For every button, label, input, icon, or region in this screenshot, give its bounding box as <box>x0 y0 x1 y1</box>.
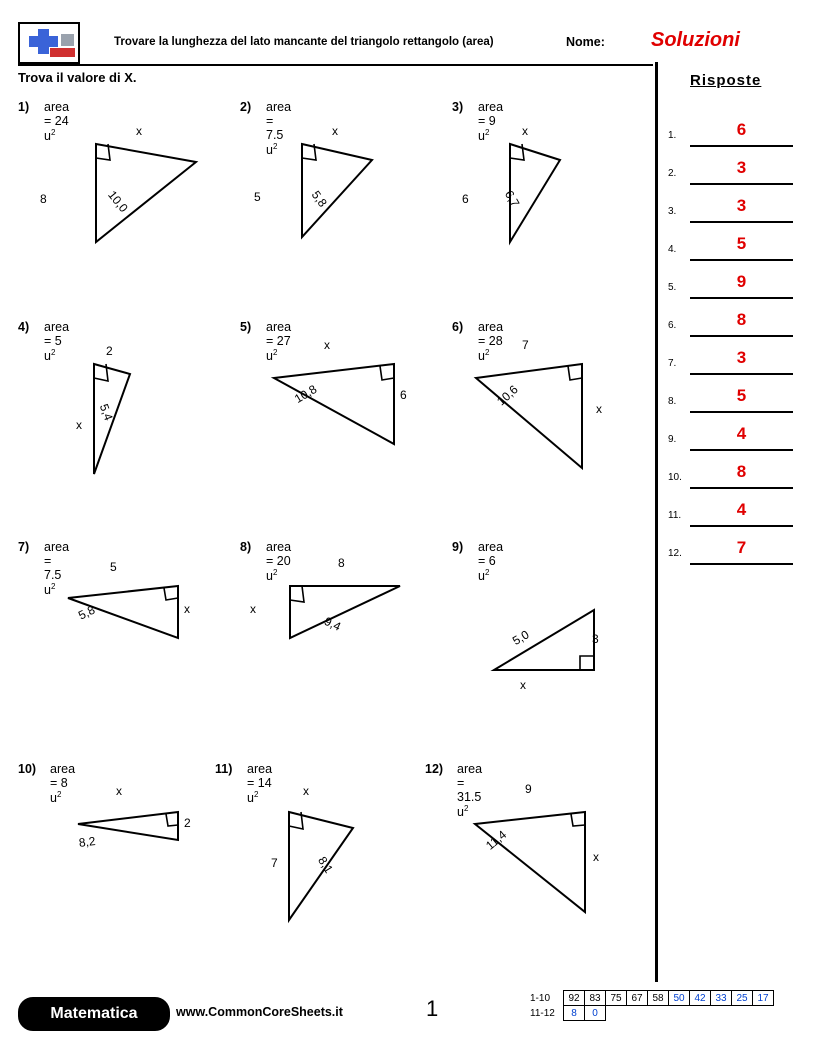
triangle-8 <box>264 572 444 682</box>
answer-value: 9 <box>736 272 747 291</box>
answer-line <box>690 411 793 413</box>
scale-cell: 50 <box>669 991 690 1006</box>
scale-cell: 58 <box>648 991 669 1006</box>
triangle-1 <box>58 132 218 262</box>
scale-cell: 17 <box>753 991 774 1006</box>
answer-value: 7 <box>736 538 747 557</box>
answer-key-label: Soluzioni <box>651 29 740 51</box>
brand-badge <box>18 997 170 1031</box>
answer-row <box>668 422 793 456</box>
answer-row <box>668 194 793 228</box>
answer-value: 4 <box>736 424 747 443</box>
answer-line <box>690 183 793 185</box>
scale-cell-empty <box>606 1006 774 1021</box>
triangle-7 <box>42 572 222 682</box>
grading-scale-table <box>530 990 774 1021</box>
answer-line <box>690 563 793 565</box>
answer-row <box>668 270 793 304</box>
answer-number: 5. <box>668 282 677 293</box>
logo-icon <box>18 22 80 64</box>
answer-value: 3 <box>736 158 747 177</box>
triangle-12 <box>455 798 635 928</box>
answer-row <box>668 460 793 494</box>
name-label: Nome: <box>566 35 605 49</box>
answer-line <box>690 297 793 299</box>
answer-value: 6 <box>736 120 747 139</box>
triangle-5 <box>264 352 444 482</box>
answer-line <box>690 525 793 527</box>
answer-number: 1. <box>668 130 677 141</box>
answer-number: 11. <box>668 510 682 521</box>
answer-value: 3 <box>736 196 747 215</box>
answer-line <box>690 145 793 147</box>
answer-value: 5 <box>736 386 747 405</box>
answer-row <box>668 536 793 570</box>
scale-cell: 83 <box>585 991 606 1006</box>
answer-value: 5 <box>736 234 747 253</box>
scale-cell: 75 <box>606 991 627 1006</box>
triangle-10 <box>42 798 222 888</box>
answer-row <box>668 156 793 190</box>
scale-cell: 33 <box>711 991 732 1006</box>
answer-row <box>668 118 793 152</box>
answer-line <box>690 449 793 451</box>
answer-number: 3. <box>668 206 677 217</box>
brand-label: Matematica <box>50 1005 138 1022</box>
table-row <box>530 1006 774 1021</box>
answer-number: 2. <box>668 168 677 179</box>
triangle-4 <box>58 352 218 502</box>
page-number: 1 <box>426 996 439 1021</box>
triangle-2 <box>270 132 430 262</box>
answer-value: 8 <box>736 310 747 329</box>
scale-cell: 67 <box>627 991 648 1006</box>
answer-number: 9. <box>668 434 677 445</box>
triangle-11 <box>255 798 435 938</box>
instruction-text: Trova il valore di X. <box>18 70 137 85</box>
answer-row <box>668 384 793 418</box>
triangle-6 <box>466 352 646 492</box>
answer-number: 7. <box>668 358 677 369</box>
worksheet-page: Trovare la lunghezza del lato mancante del triangolo rettangolo (area) Nome: Soluzioni Trova il valore di X. Risposte 1. 6 2. 3 3. 3 4. 5 5. 9 6. 8 7. 3 8. 5 9. 4 10. 8 11. 4 12. 7 1) area = 24 $u^2$ x 8 10,0 2) area = 7.5 $u^2$ x 5 5,8 3) area = 9 $u^2$ x 6 6,7 4) area = 5 $u^2$ 2 x 5,4 5) area = 27 $u^2$ x 6 10,8 6) area = 28 $u^2$ 7 x 10,6 7) area = 7.5 $u^2$ 5 x 5,8 8) area = 20 $u^2$ 8 x 9,4 9) area = 6 $u^2$ 3 x 5,0 10) area = 8 $u^2$ x 2 8,2 11) area = 14 $u^2$ x 7 8,1 12) area = 31.5 $u^2$ 9 x 11,4 Matematica www.CommonCoreSheets.it 1 1-10 92 83 75 67 58 50 42 33 25 17 11-12 8 0 <box>0 0 816 1056</box>
scale-cell: 25 <box>732 991 753 1006</box>
scale-row1-label: 1-10 <box>530 992 551 1004</box>
triangle-9 <box>476 580 656 710</box>
answer-row <box>668 346 793 380</box>
answer-number: 8. <box>668 396 677 407</box>
answers-heading: Risposte <box>690 72 762 89</box>
site-url: www.CommonCoreSheets.it <box>176 1005 343 1019</box>
answer-value: 8 <box>736 462 747 481</box>
answer-row <box>668 498 793 532</box>
answer-number: 4. <box>668 244 677 255</box>
answer-line <box>690 259 793 261</box>
scale-row2-label: 11-12 <box>530 1007 555 1019</box>
answer-number: 6. <box>668 320 677 331</box>
answer-number: 10. <box>668 472 682 483</box>
answer-line <box>690 373 793 375</box>
answer-number: 12. <box>668 548 682 559</box>
answer-line <box>690 221 793 223</box>
scale-cell: 42 <box>690 991 711 1006</box>
answer-row <box>668 308 793 342</box>
answer-line <box>690 487 793 489</box>
grading-scale <box>530 990 774 1021</box>
answer-value: 4 <box>736 500 747 519</box>
table-row <box>530 991 774 1006</box>
answer-line <box>690 335 793 337</box>
page-header <box>18 22 798 62</box>
header-divider <box>18 64 653 66</box>
worksheet-title: Trovare la lunghezza del lato mancante del triangolo rettangolo (area) <box>114 36 494 48</box>
scale-cell: 92 <box>564 991 585 1006</box>
vertical-divider <box>655 62 658 982</box>
scale-cell: 8 <box>564 1006 585 1021</box>
scale-cell: 0 <box>585 1006 606 1021</box>
answer-row <box>668 232 793 266</box>
answer-value: 3 <box>736 348 747 367</box>
